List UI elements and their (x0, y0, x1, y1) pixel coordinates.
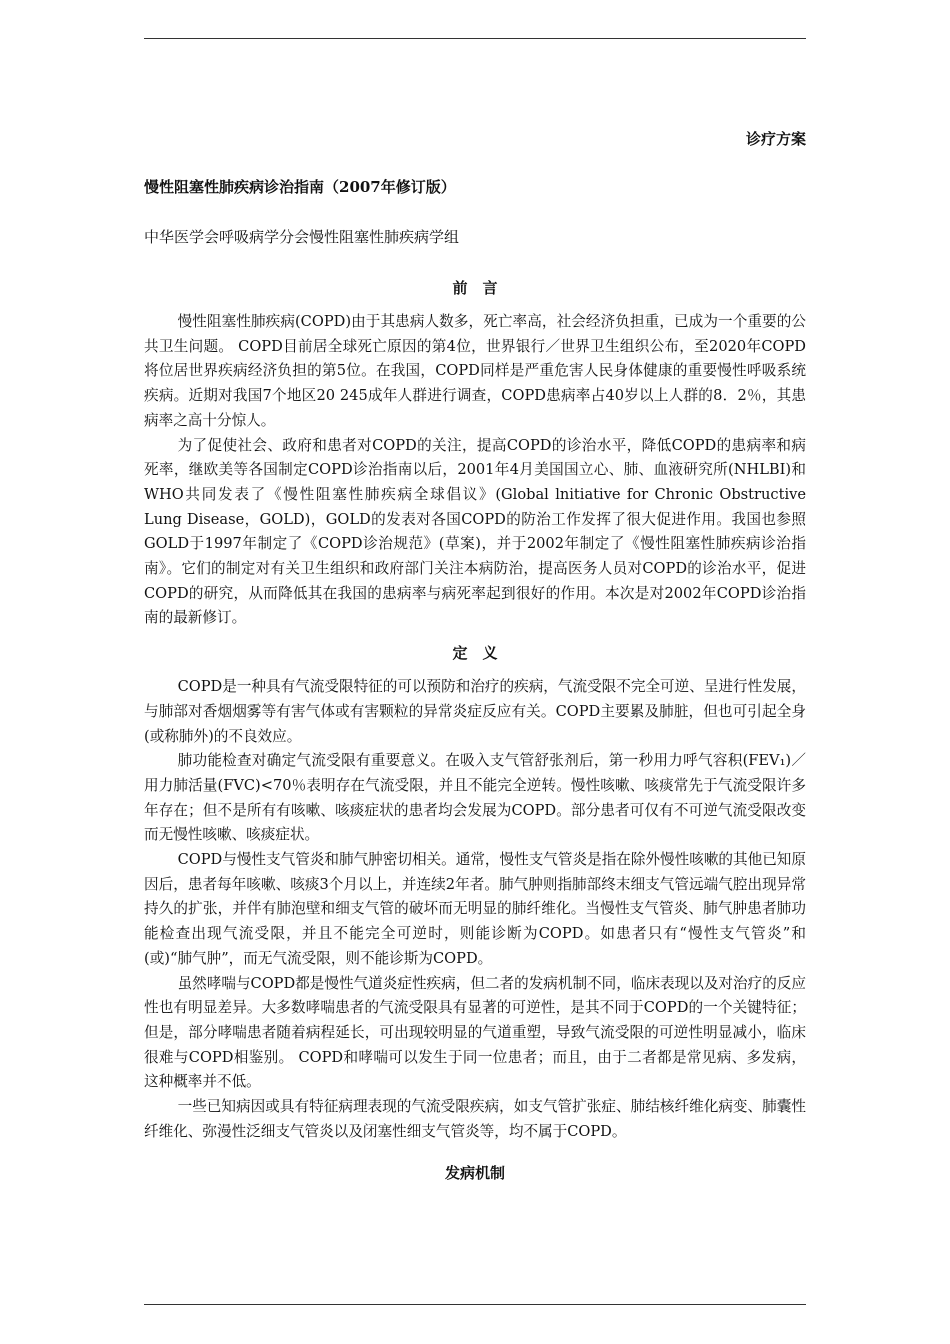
paragraph: COPD与慢性支气管炎和肺气肿密切相关。通常，慢性支气管炎是指在除外慢性咳嗽的其他已知原因后，患者每年咳嗽、咳痰3个月以上，并连续2年者。肺气肿则指肺部终末细支气管远端气腔出现异常持久的扩张，并伴有肺泡壁和细支气管的破坏而无明显的肺纤维化。当慢性支气管炎、肺气肿患者肺功能检查出现气流受限，并且不能完全可逆时，则能诊断为COPD。如患者只有“慢性支气管炎”和(或)“肺气肿”，而无气流受限，则不能诊斯为COPD。 (144, 851, 806, 967)
section-heading-definition: 定义 (452, 644, 513, 663)
paragraph: 虽然哮喘与COPD都是慢性气道炎症性疾病，但二者的发病机制不同，临床表现以及对治疗的反应性也有明显差异。大多数哮喘患者的气流受限具有显著的可逆性，是其不同于COPD的一个关键特征；但是，部分哮喘患者随着病程延长，可出现较明显的气道重塑，导致气流受限的可逆性明显减小，临床很难与COPD相鉴别。 COPD和哮喘可以发生于同一位患者；而且，由于二者都是常见病、多发病，这种概率并不低。 (144, 974, 806, 1091)
paragraph: 肺功能检查对确定气流受限有重要意义。在吸入支气管舒张剂后，第一秒用力呼气容积(FEV₁)／用力肺活量(FVC)<70％表明存在气流受限，并且不能完全逆转。慢性咳嗽、咳痰常先于气流受限许多年存在；但不是所有有咳嗽、咳痰症状的患者均会发展为COPD。部分患者可仅有不可逆气流受限改变而无慢性咳嗽、咳痰症状。 (144, 752, 806, 844)
document-body (144, 276, 806, 1195)
footer-rule (144, 1304, 806, 1305)
header-rule (144, 38, 806, 39)
paragraph: COPD是一种具有气流受限特征的可以预防和治疗的疾病，气流受限不完全可逆、呈进行性发展，与肺部对香烟烟雾等有害气体或有害颗粒的异常炎症反应有关。COPD主要累及肺脏，但也可引起全身(或称肺外)的不良效应。 (144, 678, 806, 745)
document-author: 中华医学会呼吸病学分会慢性阻塞性肺疾病学组 (144, 228, 460, 246)
paragraph: 一些已知病因或具有特征病理表现的气流受限疾病，如支气管扩张症、肺结核纤维化病变、肺囊性纤维化、弥漫性泛细支气管炎以及闭塞性细支气管炎等，均不属于COPD。 (144, 1098, 806, 1140)
document-title: 慢性阻塞性肺疾病诊治指南（2007年修订版） (144, 178, 456, 196)
paragraph: 慢性阻塞性肺疾病(COPD)由于其患病人数多，死亡率高，社会经济负担重，已成为一个重要的公共卫生问题。 COPD目前居全球死亡原因的第4位，世界银行／世界卫生组织公布，至2020年COPD将位居世界疾病经济负担的第5位。在我国，COPD同样是严重危害人民身体健康的重要慢性呼吸系统疾病。近期对我国7个地区20 245成年人群进行调查，COPD患病率占40岁以上人群的8．2％，其患病率之高十分惊人。 (144, 313, 806, 429)
header-label: 诊疗方案 (745, 130, 806, 148)
section-heading-pathogenesis: 发病机制 (444, 1163, 505, 1182)
section-heading-preface: 前言 (452, 279, 513, 297)
paragraph: 为了促使社会、政府和患者对COPD的关注，提高COPD的诊治水平，降低COPD的患病率和病死率，继欧美等各国制定COPD诊治指南以后，2001年4月美国国立心、肺、血液研究所(NHLBI)和WHO共同发表了《慢性阻塞性肺疾病全球倡议》(Global lnitiative for Chronic Obstructive Lung Disease，GOLD)，GOLD的发表对各国COPD的防治工作发挥了很大促进作用。我国也参照GOLD于1997年制定了《COPD诊治规范》(草案)，并于2002年制定了《慢性阻塞性肺疾病诊治指南》。它们的制定对有关卫生组织和政府部门关注本病防治，提高医务人员对COPD的诊治水平，促进COPD的研究，从而降低其在我国的患病率与病死率起到很好的作用。本次是对2002年COPD诊治指南的最新修订。 (144, 436, 806, 627)
